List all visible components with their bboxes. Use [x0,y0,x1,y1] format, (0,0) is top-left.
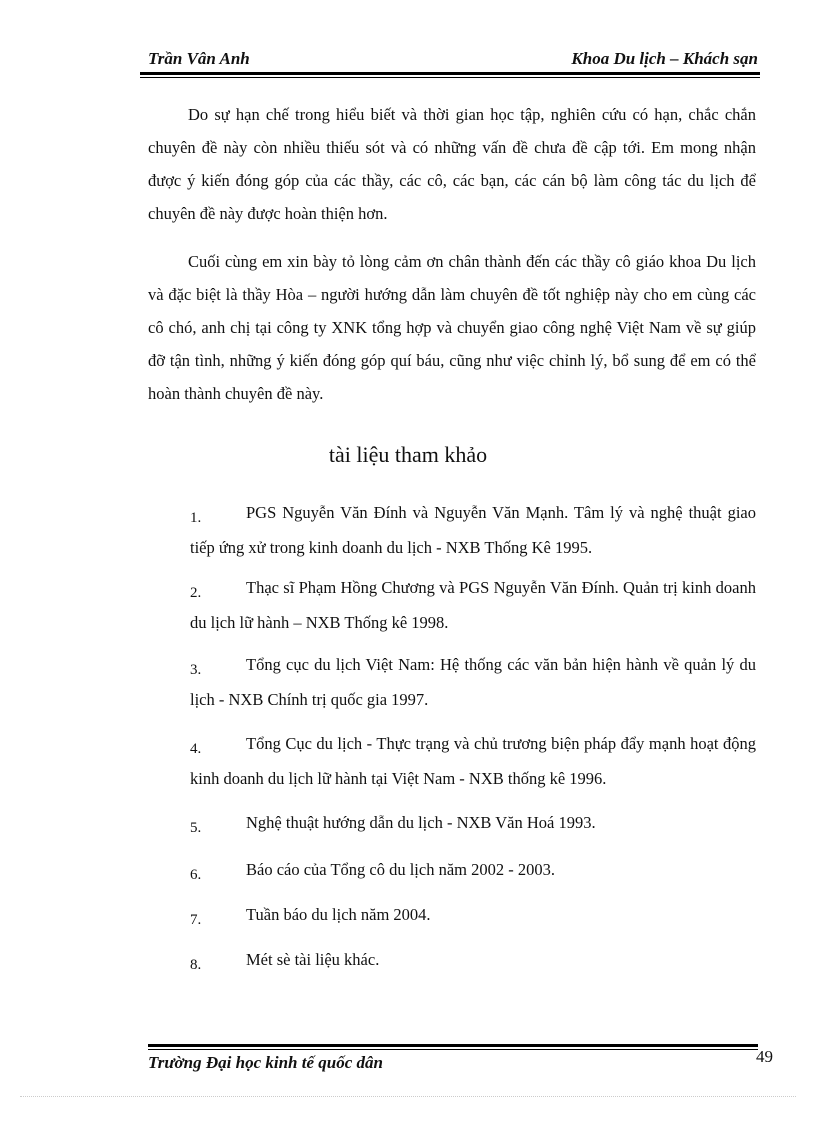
header-rule [140,72,760,75]
reference-item [190,650,756,715]
footer-school: Trường Đại học kinh tế quốc dân [148,1053,383,1072]
references-title: tài liệu tham khảo [328,442,488,467]
header-author: Trần Vân Anh [148,49,250,68]
reference-number: 3. [190,662,202,678]
reference-text: Thạc sĩ Phạm Hồng Chương và PGS Nguyễn Văn Đính. Quản trị kinh doanh du lịch lữ hành – NXB Thống kê 1998. [190,578,756,632]
header-rule-thin [140,77,760,78]
footer-rule [148,1044,758,1047]
reference-item [190,855,756,890]
reference-text: Báo cáo của Tổng cô du lịch năm 2002 - 2003. [246,860,555,879]
page-header [148,48,758,72]
page-bottom-border [20,1096,796,1097]
reference-number: 1. [190,510,202,526]
reference-number: 6. [190,867,202,883]
reference-item [190,729,756,794]
body-paragraph-1: Do sự hạn chế trong hiểu biết và thời gian học tập, nghiên cứu có hạn, chắc chắn chuyên đề này còn nhiều thiếu sót và có những vấn đề chưa đề cập tới. Em mong nhận được ý kiến đóng góp của các thầy, các cô, các bạn, các cán bộ làm công tác du lịch để chuyên đề này được hoàn thiện hơn. [148,105,756,223]
reference-item [190,900,756,935]
reference-item [190,498,756,563]
references-list [190,498,756,980]
reference-text: Tổng cục du lịch Việt Nam: Hệ thống các văn bản hiện hành về quản lý du lịch - NXB Chính trị quốc gia 1997. [190,655,756,709]
reference-number: 7. [190,912,202,928]
reference-text: PGS Nguyễn Văn Đính và Nguyễn Văn Mạnh. Tâm lý và nghệ thuật giao tiếp ứng xử trong kinh doanh du lịch - NXB Thống Kê 1995. [190,503,756,557]
reference-text: Tổng Cục du lịch - Thực trạng và chủ trương biện pháp đẩy mạnh hoạt động kinh doanh du lịch lữ hành tại Việt Nam - NXB thống kê 1996. [190,734,756,788]
reference-text: Tuần báo du lịch năm 2004. [246,905,431,924]
reference-number: 2. [190,585,202,601]
page-number: 49 [756,1047,773,1066]
reference-item [190,945,756,980]
reference-number: 5. [190,820,202,836]
reference-text: Nghệ thuật hướng dẫn du lịch - NXB Văn Hoá 1993. [246,813,596,832]
reference-text: Mét sè tài liệu khác. [246,950,380,969]
reference-number: 4. [190,741,202,757]
reference-item [190,573,756,638]
reference-number: 8. [190,957,202,973]
footer-rule-thin [148,1049,758,1050]
reference-item [190,808,756,843]
header-department: Khoa Du lịch – Khách sạn [571,49,758,68]
body-paragraph-2: Cuối cùng em xin bày tỏ lòng cảm ơn chân thành đến các thầy cô giáo khoa Du lịch và đặc biệt là thầy Hòa – người hướng dẫn làm chuyên đề tốt nghiệp này cho em cùng các cô chó, anh chị tại công ty XNK tổng hợp và chuyển giao công nghệ Việt Nam về sự giúp đỡ tận tình, những ý kiến đóng góp quí báu, cũng như việc chỉnh lý, bổ sung để em có thể hoàn thành chuyên đề này. [148,252,756,403]
